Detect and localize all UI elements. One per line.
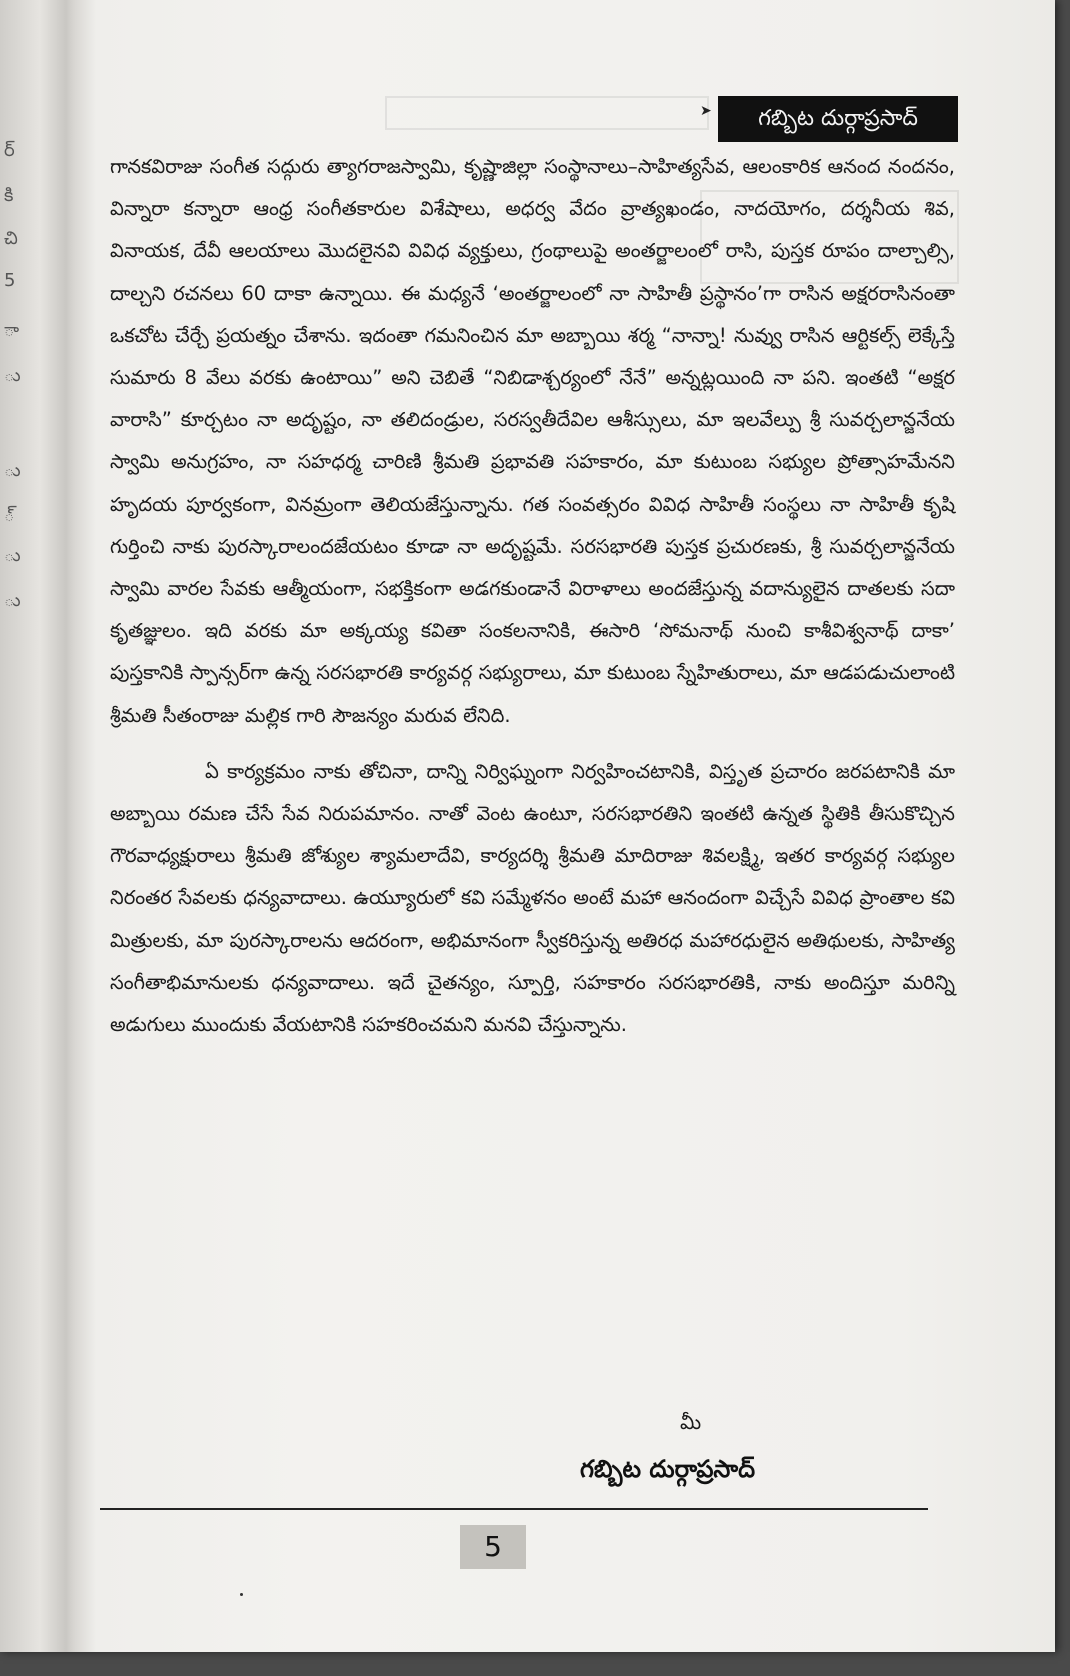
footer-divider (100, 1508, 928, 1510)
body-text (110, 146, 955, 1046)
signature: గబ్బిట దుర్గాప్రసాద్ (580, 1455, 756, 1483)
prev-edge-glyph: 5 (4, 270, 16, 291)
show-through-box (385, 96, 709, 130)
ink-speck (240, 1593, 243, 1596)
prev-edge-glyph: చి (4, 228, 18, 249)
closing-yours: మీ (680, 1410, 702, 1434)
prev-edge-glyph: ర్ (4, 140, 15, 161)
paragraph-1: గానకవిరాజు సంగీత సద్గురు త్యాగరాజస్వామి, కృష్ణాజిల్లా సంస్థానాలు–సాహిత్యసేవ, ఆలంకారిక ఆనంద నందనం, విన్నారా కన్నారా ఆంధ్ర సంగీతకారుల విశేషాలు, అధర్వ వేదం వ్రాత్యఖండం, నాదయోగం, దర్శనీయ శివ, వినాయక, దేవీ ఆలయాలు మొదలైనవి వివిధ వ్యక్తులు, గ్రంథాలుపై అంతర్జాలంలో రాసి, పుస్తక రూపం దాల్చాల్సి, దాల్చని రచనలు 60 దాకా ఉన్నాయి. ఈ మధ్యనే ‘అంతర్జాలంలో నా సాహితీ ప్రస్థానం’గా రాసిన అక్షరరాసినంతా ఒకచోట చేర్చే ప్రయత్నం చేశాను. ఇదంతా గమనించిన మా అబ్బాయి శర్మ “నాన్నా! నువ్వు రాసిన ఆర్టికల్స్ లెక్కేస్తే సుమారు 8 వేలు వరకు ఉంటాయి” అని చెబితే “నిబిడాశ్చర్యంలో నేనే” అన్నట్లయింది నా పని. ఇంతటి “అక్షర వారాసి” కూర్చటం నా అదృష్టం, నా తలిదండ్రుల, సరస్వతీదేవిల ఆశీస్సులు, మా ఇలవేల్పు శ్రీ సువర్చలాన్జనేయ స్వామి అనుగ్రహం, నా సహధర్మ చారిణి శ్రీమతి ప్రభావతి సహకారం, మా కుటుంబ సభ్యుల ప్రోత్సాహమేనని హృదయ పూర్వకంగా, వినమ్రంగా తెలియజేస్తున్నాను. గత సంవత్సరం వివిధ సాహితీ సంస్థలు నా సాహితీ కృషి గుర్తించి నాకు పురస్కారాలందజేయటం కూడా నా అదృష్టమే. సరసభారతి పుస్తక ప్రచురణకు, శ్రీ సువర్చలాన్జనేయ స్వామి వారల సేవకు ఆత్మీయంగా, సభక్తికంగా అడగకుండానే విరాళాలు అందజేస్తున్న వదాన్యులైన దాతలకు సదా కృతజ్ఞులం. ఇది వరకు మా అక్కయ్య కవితా సంకలనానికి, ఈసారి ‘సోమనాథ్ నుంచి కాశీవిశ్వనాథ్ దాకా’ పుస్తకానికి స్పాన్సర్‌గా ఉన్న సరసభారతి కార్యవర్గ సభ్యురాలు, మా కుటుంబ స్నేహితురాలు, మా ఆడపడుచులాంటి శ్రీమతి సీతంరాజు మల్లిక గారి సౌజన్యం మరువ లేనిది. (110, 155, 955, 727)
header-pointer-icon: ➤ (700, 103, 712, 119)
paragraph-2: ఏ కార్యక్రమం నాకు తోచినా, దాన్ని నిర్విఘ్నంగా నిర్వహించటానికి, విస్తృత ప్రచారం జరపటానికి మా అబ్బాయి రమణ చేసే సేవ నిరుపమానం. నాతో వెంట ఉంటూ, సరసభారతిని ఇంతటి ఉన్నత స్థితికి తీసుకొచ్చిన గౌరవాధ్యక్షురాలు శ్రీమతి జోశ్యుల శ్యామలాదేవి, కార్యదర్శి శ్రీమతి మాదిరాజు శివలక్ష్మి, ఇతర కార్యవర్గ సభ్యుల నిరంతర సేవలకు ధన్యవాదాలు. ఉయ్యూరులో కవి సమ్మేళనం అంటే మహా ఆనందంగా విచ్చేసే వివిధ ప్రాంతాల కవి మిత్రులకు, మా పురస్కారాలను ఆదరంగా, అభిమానంగా స్వీకరిస్తున్న అతిరధ మహారధులైన అతిథులకు, సాహిత్య సంగీతాభిమానులకు ధన్యవాదాలు. ఇదే చైతన్యం, స్పూర్తి, సహకారం సరసభారతికి, నాకు అందిస్తూ మరిన్ని అడుగులు ముందుకు వేయటానికి సహకరించమని మనవి చేస్తున్నాను. (110, 759, 955, 1037)
prev-edge-glyph: ు (4, 590, 21, 611)
page-number: 5 (460, 1525, 526, 1569)
prev-edge-glyph: ు (4, 545, 21, 566)
author-header-tab: గబ్బిట దుర్గాప్రసాద్ (718, 96, 958, 142)
prev-edge-glyph: ు (4, 460, 21, 481)
prev-edge-glyph: ా (4, 320, 20, 341)
prev-edge-glyph: ్ (4, 505, 15, 526)
previous-page-edge (0, 0, 62, 1652)
prev-edge-glyph: కి (4, 185, 14, 206)
prev-edge-glyph: ు (4, 365, 21, 386)
